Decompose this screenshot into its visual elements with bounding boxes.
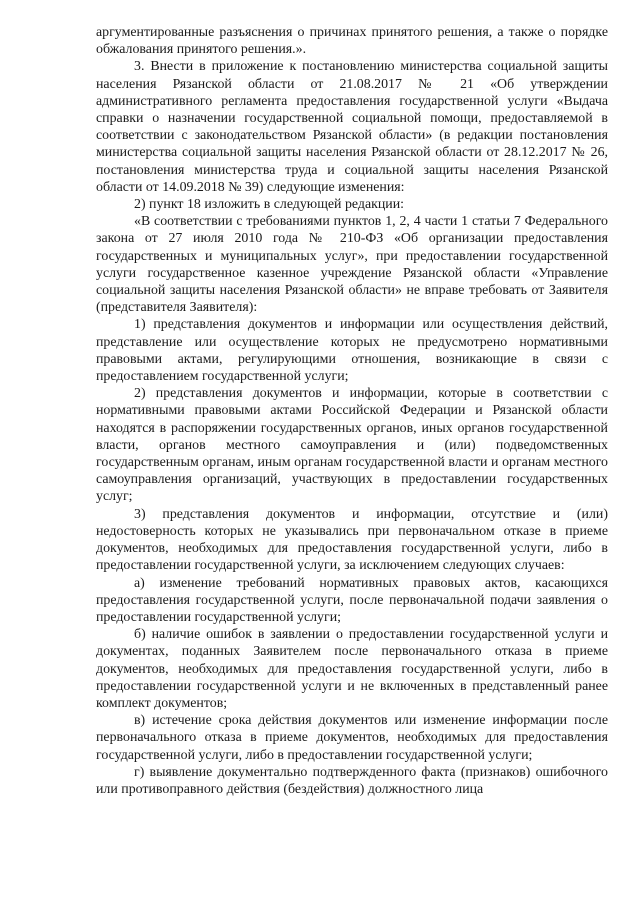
paragraph-list-2: 2) представления документов и информации, которые в соответствии с нормативными правовыми актами Российской Федерации и Рязанской области находятся в распоряжении государственных органов, иных органов государственной власти, органов местного самоуправления и (или) подведомственных государственным органам, иным органам государственной власти и органам местного самоуправления организаций, участвующих в предоставлении государственных услуг;	[96, 386, 608, 505]
paragraph-list-1: 1) представления документов и информации или осуществления действий, представление или осуществление которых не предусмотрено нормативными правовыми актами, регулирующими отношения, возникающие в связи с предоставлением государственной услуги;	[96, 317, 608, 385]
paragraph-sublist-a: а) изменение требований нормативных правовых актов, касающихся предоставления государственной услуги, после первоначальной подачи заявления о предоставлении государственной услуги;	[96, 575, 608, 625]
paragraph-subitem-2: 2) пункт 18 изложить в следующей редакции:	[134, 197, 405, 213]
document-body	[96, 24, 608, 798]
paragraph-quote-intro: «В соответствии с требованиями пунктов 1, 2, 4 части 1 статьи 7 Федерального закона от 27 июля 2010 года № 210-ФЗ «Об организации предоставления государственных и муниципальных услуг», при предоставлении государственной услуги государственное казенное учреждение Рязанской области «Управление социальной защиты населения Рязанской области» не вправе требовать от Заявителя (представителя Заявителя):	[96, 214, 608, 316]
paragraph-list-3: 3) представления документов и информации, отсутствие и (или) недостоверность которых не указывались при первоначальном отказе в приеме документов, необходимых для предоставления государственной услуги, либо в предоставлении государственной услуги, за исключением следующих случаев:	[96, 506, 608, 574]
paragraph-sublist-v: в) истечение срока действия документов или изменение информации после первоначального отказа в приеме документов, необходимых для предоставления государственной услуги, либо в предоставлении государственной услуги;	[96, 713, 608, 763]
paragraph-item-3: 3. Внести в приложение к постановлению министерства социальной защиты населения Рязанской области от 21.08.2017 № 21 «Об утверждении административного регламента предоставления государственной услуги «Выдача справки о назначении государственной социальной помощи, предоставляемой в соответствии с законодательством Рязанской области» (в редакции постановления министерства социальной защиты населения Рязанской области от 28.12.2017 № 26, постановления министерства труда и социальной защиты населения Рязанской области от 14.09.2018 № 39) следующие изменения:	[96, 59, 608, 195]
paragraph-continuation: аргументированные разъяснения о причинах принятого решения, а также о порядке обжалования принятого решения.».	[96, 25, 608, 58]
paragraph-sublist-g: г) выявление документально подтвержденного факта (признаков) ошибочного или противоправного действия (бездействия) должностного лица	[96, 764, 608, 797]
paragraph-sublist-b: б) наличие ошибок в заявлении о предоставлении государственной услуги и документах, поданных Заявителем после первоначального отказа в приеме документов, необходимых для предоставления государственной услуги, либо в предоставлении государственной услуги и не включенных в представленный ранее комплект документов;	[96, 627, 608, 711]
